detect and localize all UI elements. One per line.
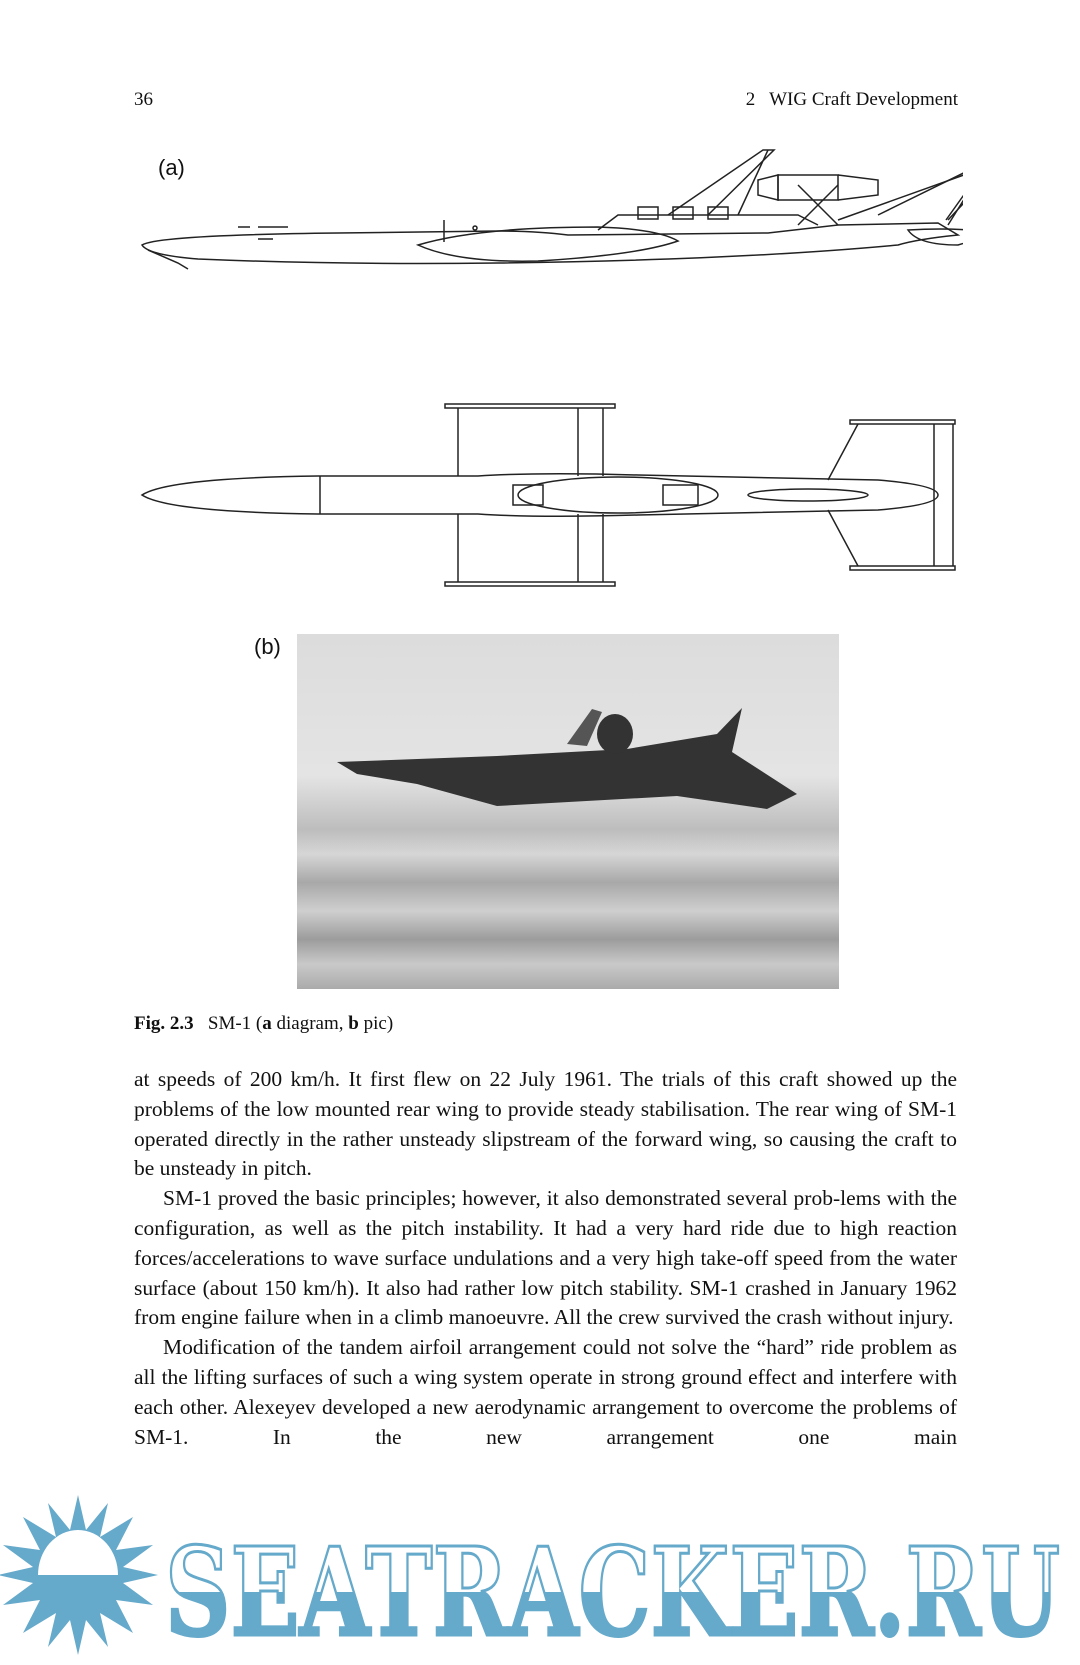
caption-a: a (262, 1013, 272, 1034)
sun-logo-icon (0, 1495, 158, 1655)
figure-caption (134, 1013, 393, 1035)
running-head: 2 WIG Craft Development (745, 89, 958, 110)
caption-text: diagram, (271, 1013, 349, 1034)
figure-label-b: (b) (254, 634, 281, 659)
paragraph: Modification of the tandem airfoil arrangement could not solve the “hard” ride problem as all the lifting surfaces of such a wing system operate in strong ground effect and interfere with each other. Alexeyev developed a new aerodynamic arrangement to overcome the problems of SM-1. In the new arrangement one main (134, 1335, 957, 1449)
sm1-photo (297, 634, 839, 989)
body-text (134, 1065, 957, 1452)
page-number: 36 (134, 89, 153, 110)
caption-label: Fig. 2.3 (134, 1013, 194, 1034)
watermark-text: SEATRACKER.RU (165, 1520, 1060, 1655)
seatracker-watermark (0, 1495, 1080, 1655)
paragraph: at speeds of 200 km/h. It first flew on 22 July 1961. The trials of this craft showed up the problems of the low mounted rear wing to provide steady stabilisation. The rear wing of SM-1 operated directly in the rather unsteady slipstream of the forward wing, so causing the craft to be unsteady in pitch. (134, 1067, 957, 1181)
caption-b: b (348, 1013, 359, 1034)
side-view-diagram (138, 145, 963, 290)
figure-label-a: (a) (158, 155, 185, 180)
paragraph: SM-1 proved the basic principles; however, it also demonstrated several prob-lems with the configuration, as well as the pitch instability. It had a very hard ride due to high reaction forces/accelerations to wave surface undulations and a very high take-off speed from the water surface (about 150 km/h). It also had rather low pitch stability. SM-1 crashed in January 1962 from engine failure when in a climb manoeuvre. All the crew survived the crash without injury. (134, 1186, 957, 1330)
top-view-diagram (138, 400, 963, 592)
caption-text: SM-1 ( (207, 1013, 263, 1034)
caption-text: pic) (358, 1013, 394, 1034)
